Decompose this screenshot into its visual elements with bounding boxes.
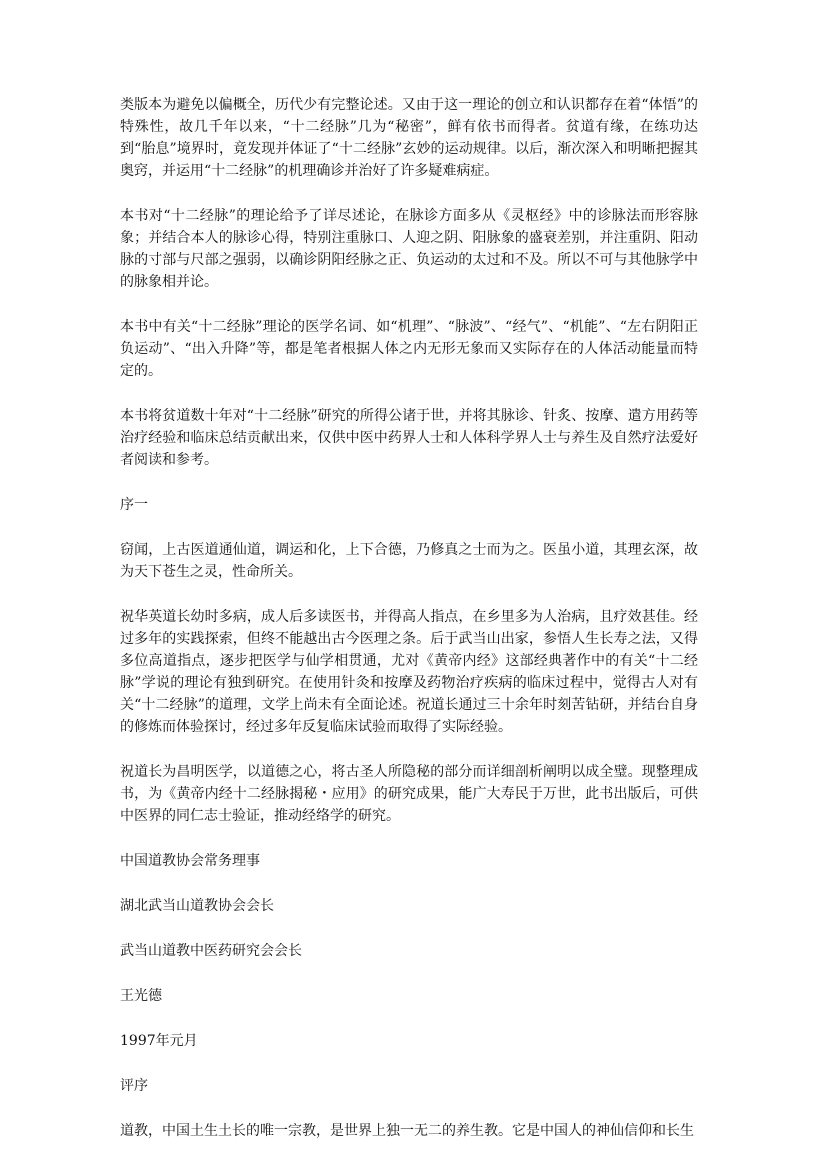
signature-title-2: 湖北武当山道教协会会长: [120, 898, 274, 914]
intro-paragraph-4: 本书将贫道数十年对“十二经脉”研究的所得公诸于世，并将其脉诊、针炙、按摩、遣方用药等治疗经验和临床总结贡献出来，仅供中医中药界人士和人体科学界人士与养生及自然疗法爱好者阅读和参考。: [120, 408, 698, 468]
intro-paragraph-3: 本书中有关“十二经脉”理论的医学名词、如“机理”、“脉波”、“经气”、“机能”、“左右阴阳正负运动”、“出入升降”等，都是笔者根据人体之内无形无象而又实际存在的人体活动能量而特定的。: [120, 319, 698, 379]
preface-one-title: 序一: [120, 497, 148, 513]
preface-paragraph-1: 窃闻，上古医道通仙道，调运和化，上下合德，乃修真之士而为之。医虽小道，其理玄深，故为天下苍生之灵，性命所关。: [120, 542, 698, 580]
preface-paragraph-3: 祝道长为昌明医学，以道德之心，将古圣人所隐秘的部分而详细剖析阐明以成全璧。现整理成书，为《黄帝内经十二经脉揭秘・应用》的研究成果，能广大寿民于万世，此书出版后，可供中医界的同仁志士验证，推动经络学的研究。: [120, 764, 698, 824]
signature-title-3: 武当山道教中医药研究会会长: [120, 943, 302, 959]
signature-title-1: 中国道教协会常务理事: [120, 853, 260, 869]
signature-date: 1997年元月: [120, 1033, 198, 1049]
preface-paragraph-2: 祝华英道长幼时多病，成人后多读医书，并得高人指点，在乡里多为人治病，且疗效甚佳。经过多年的实践探索，但终不能越出古今医理之条。后于武当山出家，参悟人生长寿之法，又得多位高道指点，逐步把医学与仙学相贯通，尤对《黄帝内经》这部经典著作中的有关“十二经脉”学说的理论有独到研究。在使用针灸和按摩及药物治疗疾病的临床过程中，觉得古人对有关“十二经脉”的道理，文学上尚未有全面论述。祝道长通过三十余年时刻苦钻研，并结台自身的修炼而体验探讨，经过多年反复临床试验而取得了实际经验。: [120, 609, 698, 735]
intro-paragraph-1: 类版本为避免以偏概全，历代少有完整论述。又由于这一理论的创立和认识都存在着“体悟”的特殊性，故几千年以来，“十二经脉”几为“秘密”，鲜有依书而得者。贫道有缘，在练功达到“胎息”境界时，竟发现并体证了“十二经脉”玄妙的运动规律。以后，渐次深入和明晰把握其奥窍，并运用“十二经脉”的机理确诊并治好了许多疑难病症。: [120, 97, 698, 179]
intro-paragraph-2: 本书对“十二经脉”的理论给予了详尽述论，在脉诊方面多从《灵枢经》中的诊脉法而形容脉象；并结合本人的脉诊心得，特别注重脉口、人迎之阴、阳脉象的盛衰差别，并注重阴、阳动脉的寸部与尺部之强弱，以确诊阴阳经脉之正、负运动的太过和不及。所以不可与其他脉学中的脉象相并论。: [120, 208, 698, 290]
review-title: 评序: [120, 1078, 148, 1094]
signature-author: 王光德: [120, 988, 162, 1004]
document-page: [120, 94, 698, 1165]
review-paragraph-1: 道教，中国土生土长的唯一宗教，是世界上独一无二的养生教。它是中国人的神仙信仰和长生: [120, 1123, 694, 1139]
